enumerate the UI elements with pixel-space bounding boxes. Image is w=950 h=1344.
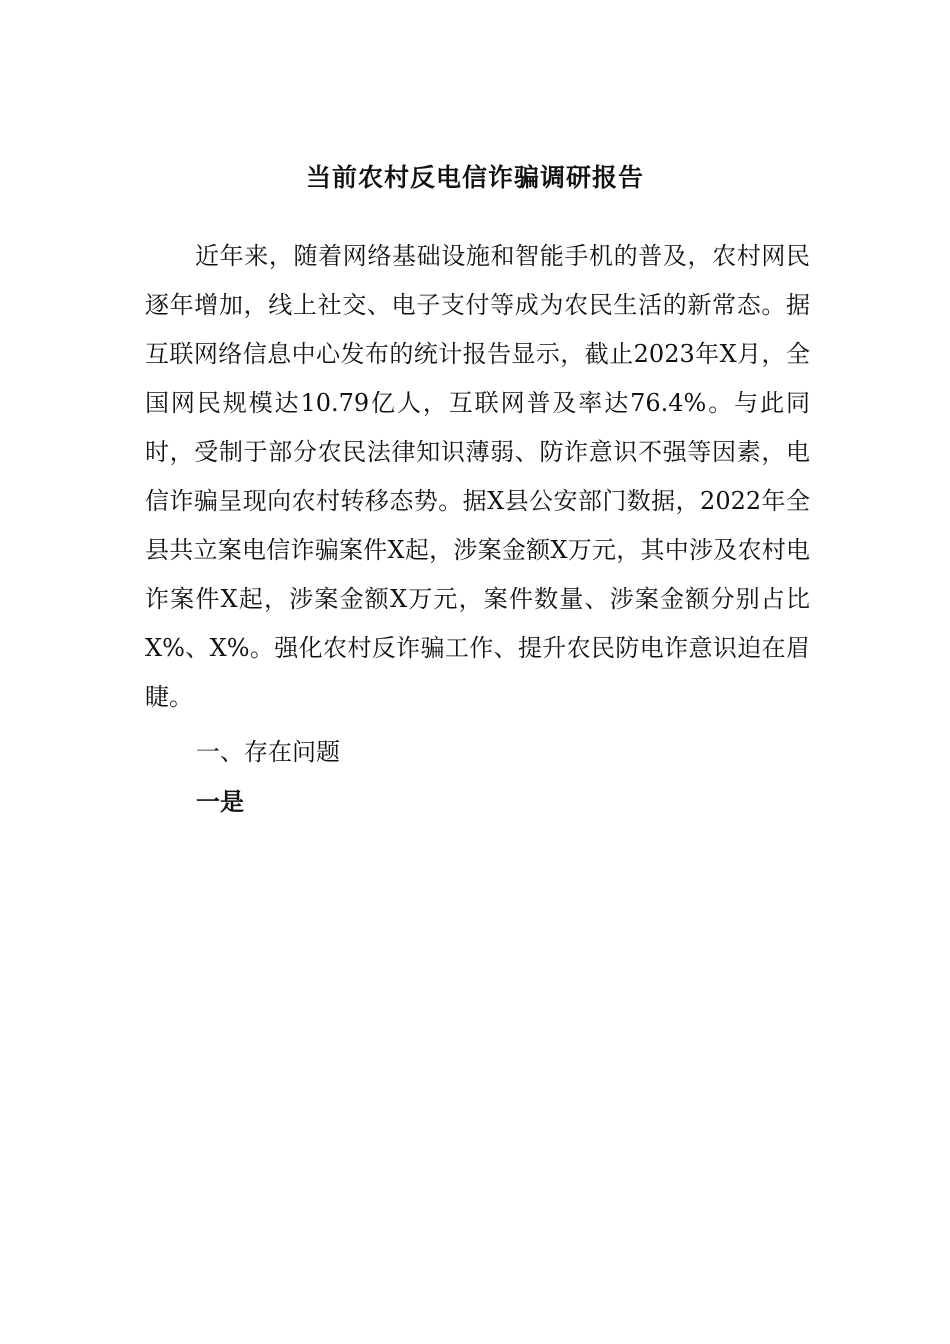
subsection-heading: 一是 bbox=[196, 787, 244, 816]
intro-paragraph: 近年来，随着网络基础设施和智能手机的普及，农村网民逐年增加，线上社交、电子支付等成为农民生活的新常态。据互联网络信息中心发布的统计报告显示，截止2023年X月，全国网民规模达10.79亿人，互联网普及率达76.4%。与此同时，受制于部分农民法律知识薄弱、防诈意识不强等因素，电信诈骗呈现向农村转移态势。据X县公安部门数据，2022年全县共立案电信诈骗案件X起，涉案金额X万元，其中涉及农村电诈案件X起，涉案金额X万元，案件数量、涉案金额分别占比X%、X%。强化农村反诈骗工作、提升农民防电诈意识迫在眉睫。 bbox=[145, 242, 810, 711]
document-title: 当前农村反电信诈骗调研报告 bbox=[305, 163, 644, 192]
section-heading: 一、存在问题 bbox=[196, 738, 340, 766]
